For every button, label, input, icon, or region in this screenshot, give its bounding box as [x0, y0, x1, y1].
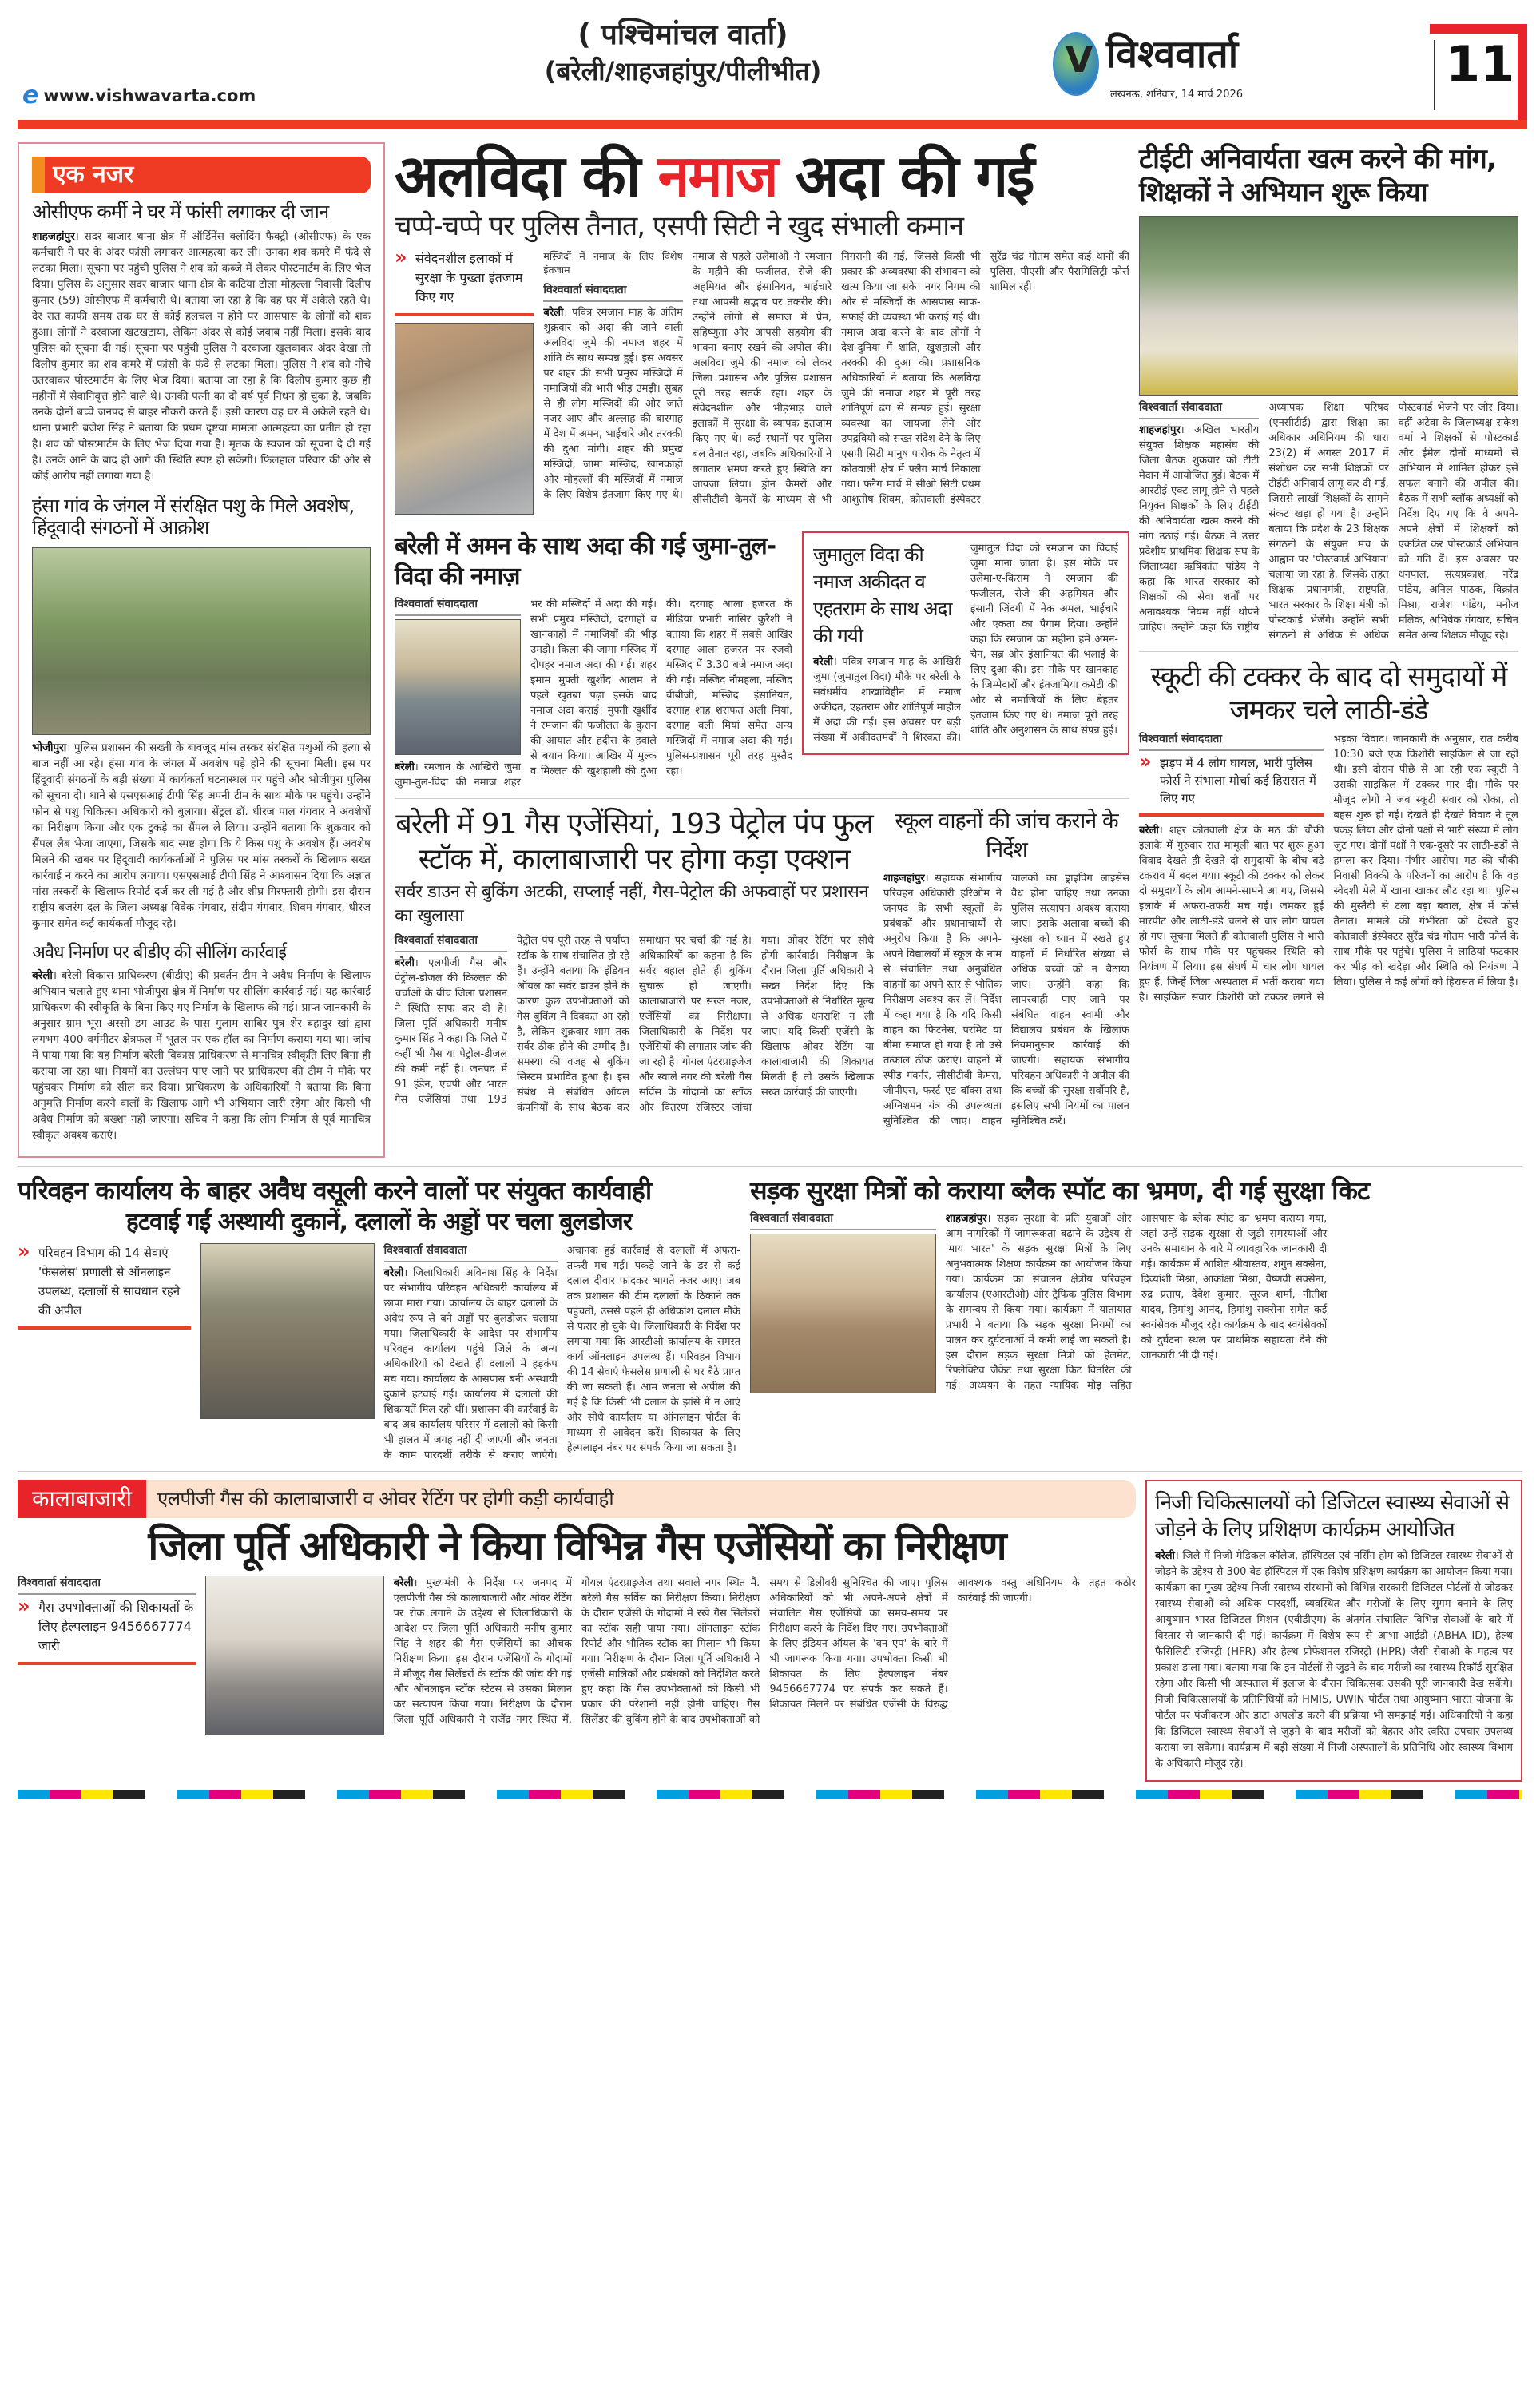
- aman-row: [395, 531, 1129, 790]
- police-flag-march-photo: [395, 323, 534, 515]
- brief-headline: हंसा गांव के जंगल में संरक्षित पशु के मिले अवशेष, हिंदूवादी संगठनों में आक्रोश: [32, 494, 355, 539]
- brief-headline: ओसीएफ कर्मी ने घर में फांसी लगाकर दी जान: [32, 201, 329, 223]
- jumatul-vida-box: जुमातुल विदा की नमाज अकीदत व एहतराम के साथ अदा की गयी बरेली। पवित्र रमजान माह के आखिरी जुमा (जुमातुल विदा) मौके पर बरेली के सर्वधर्मीय शाखाविहीन में नमाज अकीदत, एहतराम और शांतिपूर्ण माहौल में अदा की गई। इस अवसर पर बड़ी संख्या में अकीदतमंदों ने शिरकत की। जुमातुल विदा को रमजान का विदाई जुमा माना जाता है। इस मौके पर उलेमा-ए-किराम ने रमजान की फजीलत, रोजे की अहमियत और इंसानी जिंदगी में नेक अमल, भाईचारे और एकता का पैगाम दिया। उन्होंने कहा कि रमजान का महीना हमें अमन-चैन, सब्र और इंसानियत की भलाई के लिए दुआ की। इस मौके पर खानकाह के जिम्मेदारों और इंतजामिया कमेटी की ओर से नमाजियों के लिए बेहतर इंतजाम किए गए थे। नमाज पूरी तरह शांति और अनुशासन के साथ संपन्न हुई।: [802, 531, 1129, 755]
- brand-logo: [1053, 32, 1099, 96]
- scooty-body: विश्ववार्ता संवाददाता » झड़प में 4 लोग घायल, भारी पुलिस फोर्स ने संभाला मोर्चा कई हिरासत में लिए गए बरेली। शहर कोतवाली क्षेत्र के मठ की चौकी इलाके में गुरुवार रात मामूली बात पर शुरू हुआ विवाद देखते ही देखते दो समुदायों के बीच बड़े टकराव में बदल गया। स्कूटी की टक्कर को लेकर दो समुदायों के लोग आमने-सामने आ गए, जिससे इलाके में अफरा-तफरी मच गई। जमकर हुई मारपीट और लाठी-डंडे चलने से चार लोग घायल हो गए। सूचना मिलते ही कोतवाली पुलिस ने भारी फोर्स के साथ मौके पर पहुंचकर स्थिति को नियंत्रण में लिया। इस संघर्ष में चार लोग घायल हुए हैं, जिन्हें जिला अस्पताल में भर्ती कराया गया है। साइकिल सवार किशोरी को टक्कर लगने से भड़का विवाद। जानकारी के अनुसार, रात करीब 10:30 बजे एक किशोरी साइकिल से जा रही थी। इसी दौरान पीछे से आ रही एक स्कूटी ने उसकी साइकिल में टक्कर मार दी। मौके पर मौजूद लोगों ने जब स्कूटी सवार को रोका, तो बहस शुरू हो गई। देखते ही देखते विवाद ने तूल पकड़ लिया और दोनों पक्षों से भारी संख्या में लोग जुट गए। दोनों पक्षों ने एक-दूसरे पर लाठी-डंडों से हमला कर दिया। गंभीर आरोप। मठ की चौकी निवासी विक्की के परिजनों का आरोप है कि वह स्वेदशी मेले में खाना खाकर लौट रहा था। पुलिस की मुस्तैदी से टला बड़ा बवाल, क्षेत्र में फोर्स तैनात। मामले की गंभीरता को देखते हुए कोतवाली इंस्पेक्टर सुरेंद्र चंद्र गौतम भारी फोर्स के साथ मौके पर पहुंचे। पुलिस ने लाठियां फटकार कर भीड़ को खदेड़ा और स्थिति को नियंत्रण में लिया। पुलिस ने कई लोगों को हिरासत में लिया है।: [1139, 733, 1518, 1004]
- banner-text: एलपीजी गैस की कालाबाजारी व ओवर रेटिंग पर होगी कड़ी कार्यवाही: [157, 1488, 614, 1511]
- brief-body: बरेली। बरेली विकास प्राधिकरण (बीडीए) की प्रवर्तन टीम ने अवैध निर्माण के खिलाफ अभियान चलाते हुए थाना भोजीपुरा क्षेत्र में निर्माण पर सीलिंग कार्रवाई गई। यह कार्रवाई प्राधिकरण की स्वीकृति के बिना किए गए निर्माण के खिलाफ की गई। प्राप्त जानकारी के अनुसार ग्राम भूरा अस्सी डग आउट के पास गुलाम साबिर पुत्र शेर बहादुर खां द्वारा लगभग 400 वर्गमीटर क्षेत्रफल में भूतल पर एक हॉल का निर्माण कराया गया था। जांच में पाया गया कि यह निर्माण बरेली विकास प्राधिकरण से मानचित्र स्वीकृति लिए बिना ही कराया जा रहा था। नियमों का उल्लंघन पाए जाने पर प्राधिकरण की टीम ने मौके पर पहुंचकर निर्माण को सील कर दिया। प्राधिकरण के अधिकारियों ने बताया कि बिना अनुमति निर्माण करने वालों के खिलाफ आगे भी अभियान जारी रहेगा और किसी भी अवैध निर्माण को बख्शा नहीं जाएगा। सचिव ने कहा कि लोग निर्माण से पूर्व मानचित्र स्वीकृत अवश्य कराएं।: [32, 969, 371, 1143]
- brief-story: [32, 495, 371, 932]
- forest-remains-photo: [32, 547, 371, 735]
- double-chevron-icon: »: [18, 1595, 30, 1618]
- brief-story: [32, 201, 371, 484]
- lead-article: » संवेदनशील इलाकों में सुरक्षा के पुख्ता इंतजाम किए गए मस्जिदों में नमाज के लिए विशेष इंतजाम विश्ववार्ता संवाददाता बरेली। पवित्र रमजान माह के अंतिम शुक्रवार को अदा की जाने वाली अलविदा जुमे की नमाज शहर में शांति के साथ सम्पन्न हुई। इस अवसर पर शहर की सभी प्रमुख मस्जिदों में नमाजियों की भारी भीड़ उमड़ी। सुबह से ही लोग मस्जिदों की ओर जाते नजर आए और अल्लाह की बारगाह में देश में अमन, भाईचारे और तरक्की की दुआ मांगी। शहर की प्रमुख मस्जिदों, जामा मस्जिद, खानकाहों और मोहल्लों की मस्जिदों में नमाज के लिए विशेष इंतजाम किए गए थे। नमाज से पहले उलेमाओं ने रमजान के महीने की फजीलत, रोजे की अहमियत और इंसानियत, भाईचारे तथा आपसी सद्भाव पर तकरीर की। उन्होंने लोगों से समाज में प्रेम, सहिष्णुता और आपसी सहयोग की भावना बनाए रखने की अपील की। अलविदा जुमे की नमाज को लेकर जिला प्रशासन और पुलिस प्रशासन पूरी तरह सतर्क रहा। शहर के संवेदनशील और भीड़भाड़ वाले इलाकों में सुरक्षा के व्यापक इंतजाम किए गए थे। कई स्थानों पर पुलिस बल तैनात रहा, जबकि अधिकारियों ने लगातार भ्रमण करते हुए स्थिति का जायजा लिया। ड्रोन कैमरों और सीसीटीवी कैमरों के माध्यम से भी निगरानी की गई, जिससे किसी भी प्रकार की अव्यवस्था की संभावना को खत्म किया जा सके। नगर निगम की ओर से मस्जिदों के आसपास साफ-सफाई की व्यवस्था भी कराई गई थी। नमाज अदा करने के बाद लोगों ने देश-दुनिया में शांति, खुशहाली और तरक्की की दुआ की। प्रशासनिक अधिकारियों ने बताया कि अलविदा जुमे की नमाज शहर में पूरी तरह शांतिपूर्ण ढंग से सम्पन्न हुई। सुरक्षा व्यवस्था का जायजा लेने और उपद्रवियों को सख्त संदेश देने के लिए एसपी सिटी मानुष पारीक के नेतृत्व में कोतवाली क्षेत्र में फ्लैग मार्च निकाला गया। फ्लैग मार्च में सीओ सिटी प्रथम आशुतोष शिवम, कोतवाली इंस्पेक्टर सुरेंद्र चंद्र गौतम समेत कई थानों की पुलिस, पीएसी और पैरामिलिट्री फोर्स शामिल रही।: [395, 249, 1129, 515]
- bottom-band: [18, 1480, 1522, 1782]
- health-headline: निजी चिकित्सालयों को डिजिटल स्वास्थ्य सेवाओं से जोड़ने के लिए प्रशिक्षण कार्यक्रम आयोजित: [1155, 1491, 1509, 1543]
- ek-nazar-box: [18, 142, 385, 1158]
- gas-headline: बरेली में 91 गैस एजेंसियां, 193 पेट्रोल पंप फुल स्टॉक में, कालाबाजारी पर होगा कड़ा एक्शन: [395, 808, 873, 876]
- health-body: बरेली। जिले में निजी मेडिकल कॉलेज, हॉस्पिटल एवं नर्सिंग होम को डिजिटल स्वास्थ्य सेवाओं से जोड़ने के उद्देश्य से 300 बेड हॉस्पिटल में एक विशेष प्रशिक्षण कार्यक्रम का आयोजन किया गया। कार्यक्रम का मुख्य उद्देश्य निजी स्वास्थ्य संस्थानों को विभिन्न सरकारी डिजिटल पोर्टलों से जोड़कर स्वास्थ्य सेवाओं को अधिक पारदर्शी, व्यवस्थित और मरीजों के लिए सुगम बनाने के लिए आयुष्मान भारत डिजिटल मिशन (एबीडीएम) के अंतर्गत संचालित विभिन्न सेवाओं के बारे में विस्तार से जानकारी दी गई। कार्यक्रम में विशेष रूप से आभा आईडी (ABHA ID), हेल्थ फैसिलिटी रजिस्ट्री (HFR) और हेल्थ प्रोफेशनल रजिस्ट्री (HPR) जैसी सेवाओं के महत्व पर प्रकाश डाला गया। बताया गया कि इन पोर्टलों से जुड़ने के बाद मरीजों का स्वास्थ्य रिकॉर्ड सुरक्षित रहेगा और किसी भी अस्पताल में इलाज के दौरान चिकित्सक उसकी पूरी जानकारी देख सकेंगे। निजी चिकित्सालयों के प्रतिनिधियों को HMIS, UWIN पोर्टल तथा आयुष्मान भारत योजना के पोर्टल पर पंजीकरण और डाटा अपलोड करने की प्रक्रिया भी समझाई गई। अधिकारियों ने कहा कि डिजिटल स्वास्थ्य सेवाओं से जुड़ने के बाद मरीजों को बेहतर और त्वरित उपचार उपलब्ध कराया जा सकेगा। कार्यक्रम में बड़ी संख्या में निजी अस्पतालों के प्रतिनिधि और स्वास्थ्य विभाग के अधिकारी मौजूद रहे।: [1155, 1550, 1513, 1771]
- double-chevron-icon: »: [18, 1240, 30, 1263]
- school-article: [883, 807, 1129, 1129]
- banner-label: कालाबाजारी: [18, 1480, 146, 1518]
- officials-inspection-photo: [200, 1243, 374, 1419]
- divider: [395, 798, 1129, 799]
- right-column: [1139, 142, 1518, 1005]
- health-box: [1145, 1480, 1522, 1782]
- middle-column: [395, 142, 1129, 1129]
- brief-body: भोजीपुरा। पुलिस प्रशासन की सख्ती के बावजूद मांस तस्कर संरक्षित पशुओं की हत्या से बाज नहीं आ रहे। हंसा गांव के जंगल में अवशेष पड़े होने की सूचना मिली। इस पर हिंदूवादी संगठनों के बड़ी संख्या में कार्यकर्ता घटनास्थल पर पहुंचे और भोजीपुरा पुलिस को सूचना दी। थाने से एसएसआई टीपी सिंह अपनी टीम के साथ मौके पर पहुंचे। उन्होंने फोन से पशु चिकित्सा अधिकारी को बुलाया। सेंट्रल डॉ. धीरज पाल गंगवार ने अवशेषों का निरीक्षण किया और एक टुकड़े का सैंपल ले लिया। उन्होंने बताया कि शुक्रवार को सैंपल लैब भेजा जाएगा, जिसके बाद स्पष्ट होगा कि ये किस पशु के अवशेष हैं। अवशेष मिलने की खबर पर हिंदूवादी कार्यकर्ताओं ने पुलिस पर मांस तस्करों के खिलाफ सख्त कार्रवाई न करने का आरोप लगाया। एसएसआई टीपी सिंह ने आश्वासन दिया कि अज्ञात मांस तस्करों के खिलाफ रिपोर्ट दर्ज कर ली गई है और शीघ्र गिरफ्तारी होगी। इस दौरान राष्ट्रीय बजरंग दल के जिला अध्यक्ष विवेक गंगवार, संदीप गंगवार, शिवम गंगवार, धीरज कुमार समेत कई कार्यकर्ता मौजूद रहे।: [32, 741, 371, 930]
- header-rule: [18, 120, 1527, 129]
- parivahan-headline: परिवहन कार्यालय के बाहर अवैध वसूली करने वालों पर संयुक्त कार्यवाही: [18, 1175, 652, 1206]
- divider: [1139, 651, 1518, 652]
- aman-body: विश्ववार्ता संवाददाता बरेली। रमजान के आखिरी जुमा जुमा-तुल-विदा की नमाज शहर भर की मस्जिदों में अदा की गई। सभी प्रमुख मस्जिदों, दरगाहों व खानकाहों में नमाजियों की भीड़ उमड़ी। किला की जामा मस्जिद में दोपहर नमाज अदा की गई। शहर इमाम मुफ्ती खुर्शीद आलम ने पहले खुतबा पढ़ा इसके बाद नमाज अदा कराई। मुफ्ती खुर्शीद ने रमजान की फजीलत के कुरान की आयात और हदीस के हवाले से बयान किया। आखिर में मुल्क व मिल्लत की खुशहाली की दुआ की। दरगाह आला हजरत के मीडिया प्रभारी नासिर कुरैशी ने बताया कि शहर में सबसे आखिर दरगाह आला हजरत पर रजवी मस्जिद में 3.30 बजे नमाज अदा की गई। मस्जिद नौमहला, मस्जिद बीबीजी, मस्जिद इंसानियत, दरगाह शाह शराफत अली मियां, दरगाह वली मियां समेत अन्य मस्जिदों में नमाज अदा की गई। पुलिस-प्रशासन पूरी तरह मुस्तैद रहा।: [395, 598, 792, 789]
- parivahan-subhead: हटवाई गईं अस्थायी दुकानें, दलालों के अड्डों पर चला बुलडोजर: [125, 1208, 633, 1237]
- scooty-kicker: » झड़प में 4 लोग घायल, भारी पुलिस फोर्स ने संभाला मोर्चा कई हिरासत में लिए गए: [1139, 754, 1324, 817]
- school-body: शाहजहांपुर। सहायक संभागीय परिवहन अधिकारी हरिओम ने जनपद के सभी स्कूलों के प्रबंधकों और प्रधानाचार्यों से अनुरोध किया है कि अपने-अपने विद्यालयों में स्कूल के नाम से संचालित तथा अनुबंधित वाहनों का अपने स्तर से भौतिक निरीक्षण अवश्य कर लें। निर्देश में कहा गया है कि यदि किसी वाहन का फिटनेस, परमिट या बीमा समाप्त हो गया है तो उसे तत्काल ठीक कराएं। वाहनों में स्पीड गवर्नर, सीसीटीवी कैमरा, जीपीएस, फर्स्ट एड बॉक्स तथा अग्निशमन यंत्र की उपलब्धता सुनिश्चित की जाए। वाहन चालकों का ड्राइविंग लाइसेंस वैध होना चाहिए तथा उनका पुलिस सत्यापन अवश्य कराया जाए। इसके अलावा बच्चों की सुरक्षा को ध्यान में रखते हुए वाहनों में निर्धारित संख्या से अधिक बच्चों को न बैठाया जाए। उन्होंने कहा कि लापरवाही पाए जाने पर संबंधित वाहन स्वामी और विद्यालय प्रबंधन के खिलाफ नियमानुसार कार्रवाई की जाएगी। सहायक संभागीय परिवहन अधिकारी ने अपील की कि बच्चों की सुरक्षा सर्वोपरि है, इसलिए सभी नियमों का पालन सुनिश्चित करें।: [883, 873, 1129, 1127]
- school-headline: स्कूल वाहनों की जांच कराने के निर्देश: [895, 809, 1118, 862]
- gas-agency-inspection-photo: [205, 1576, 383, 1735]
- v-logo-icon: V: [1066, 40, 1093, 81]
- road-article: [750, 1175, 1522, 1393]
- page-number-divider: [1434, 40, 1435, 110]
- parivahan-article: [18, 1175, 740, 1463]
- brief-story: [32, 943, 371, 1143]
- teachers-protest-photo: [1139, 216, 1518, 396]
- section-label: एक नजर: [32, 157, 371, 193]
- lead-subhead: चप्पे-चप्पे पर पुलिस तैनात, एसपी सिटी ने खुद संभाली कमान: [395, 210, 963, 242]
- masthead: [18, 0, 1522, 129]
- edition-title: ( पश्चिमांचल वार्ता): [578, 18, 788, 51]
- road-body: विश्ववार्ता संवाददाता शाहजहांपुर। सड़क सुरक्षा के प्रति युवाओं और आम नागरिकों में जागरूकता बढ़ाने के उद्देश्य से 'माय भारत' के सड़क सुरक्षा मित्रों के लिए अनुभवात्मक शिक्षण कार्यक्रम का आयोजन किया गया। कार्यक्रम का संचालन क्षेत्रीय परिवहन कार्यालय (एआरटीओ) और ट्रैफिक पुलिस विभाग के समन्वय से किया गया। कार्यक्रम में यातायात प्रभारी ने बताया कि सड़क सुरक्षा नियमों का पालन कर दुर्घटनाओं में कमी लाई जा सकती है। इस दौरान सड़क सुरक्षा मित्रों को हेलमेट, रिफ्लेक्टिव जैकेट तथा सुरक्षा किट वितरित की गई। अध्ययन के तहत न्यायिक मोड़ सहित आसपास के ब्लैक स्पॉट का भ्रमण कराया गया, जहां उन्हें सड़क सुरक्षा से जुड़ी समस्याओं और उनके समाधान के बारे में व्यावहारिक जानकारी दी गई। कार्यक्रम में आशित श्रीवास्तव, शगुन सक्सेना, दिव्यांशी मिश्रा, आकांक्षा मिश्रा, वैष्णवी सक्सेना, रुद्र प्रताप, देवेश कुमार, सूरज शर्मा, नीतीश यादव, हिमांशु आनंद, हिमांशु सक्सेना समेत कई स्वयंसेवक मौजूद रहे। कार्यक्रम के बाद स्वयंसेवकों को दुर्घटना स्थल पर प्राथमिक सहायता देने की जानकारी भी दी गई।: [750, 1212, 1328, 1393]
- edition-cities: (बरेली/शाहजहांपुर/पीलीभीत): [544, 56, 822, 86]
- website-url[interactable]: e www.vishwavarta.com: [22, 81, 256, 109]
- print-registration-strip: [18, 1790, 1522, 1799]
- brief-body: शाहजहांपुर। सदर बाजार थाना क्षेत्र में ऑर्डिनेंस क्लोदिंग फैक्ट्री (ओसीएफ) के एक कर्मचारी ने घर के अंदर फांसी लगाकर आत्महत्या कर ली। उनका शव कमरे में फंदे से लटका मिला। सूचना पर पहुंची पुलिस ने शव को कब्जे में लेकर पोस्टमार्टम के लिए भेज दिया। पुलिस के अनुसार सदर बाजार थाना क्षेत्र के कटिया टोला मोहल्ला निवासी दिलीप कुमार (59) ओसीएफ में कर्मचारी थे। बताया जा रहा है कि वह घर में अकेले रहते थे। देर रात काफी समय तक घर से कोई हलचल न होने पर आसपास के लोगों को शक हुआ। लोगों ने दरवाजा खटखटाया, लेकिन अंदर से कोई जवाब नहीं मिला। इसके बाद पुलिस को सूचना दी गई। सूचना पर पहुंची पुलिस ने दरवाजा खुलवाकर अंदर देखा तो दिलीप कुमार का शव कमरे में फांसी के फंदे से लटका मिला। पुलिस ने शव को नीचे उतरवाकर पोस्टमार्टम के लिए भेज दिया। बताया जा रहा है कि दिलीप कुमार कुछ ही महीनों में सेवानिवृत्त होने वाले थे। उनकी पत्नी का दो वर्ष पूर्व निधन हो चुका है, जबकि उनके दोनों बच्चे जनपद से बाहर नौकरी करते हैं। इसी कारण वह घर में अकेले रहते थे। थाना प्रभारी ब्रजेश सिंह ने बताया कि प्रथम दृष्टया मामला आत्महत्या का प्रतीत हो रहा है। शव को पोस्टमार्टम के लिए भेज दिया गया है। मृतक के स्वजन को सूचना दे दी गई है। उनके आने के बाद ही आगे की स्थिति स्पष्ट हो सकेगी। फिलहाल परिवार की ओर से कोई आरोप नहीं लगाया गया है।: [32, 229, 371, 483]
- parivahan-kicker: » परिवहन विभाग की 14 सेवाएं 'फेसलेस' प्रणाली से ऑनलाइन उपलब्ध, दलालों से सावधान रहने की अपील: [18, 1243, 191, 1330]
- lead-headline: अलविदा की नमाज अदा की गई: [395, 142, 1034, 209]
- newspaper-page: [18, 0, 1522, 1807]
- top-band: [18, 142, 1522, 1158]
- tet-body: विश्ववार्ता संवाददाता शाहजहांपुर। अखिल भारतीय संयुक्त शिक्षक महासंघ की जिला बैठक शुक्रवार को टीटी मैदान में आयोजित हुई। बैठक में आरटीई एक्ट लागू होने से पहले नियुक्त शिक्षकों के लिए टीईटी की अनिवार्यता खत्म करने की मांग उठाई गई। बैठक में उत्तर प्रदेशीय प्राथमिक शिक्षक संघ के जिलाध्यक्ष ऋषिकांत पांडेय ने कहा कि भारत सरकार को शिक्षकों की सेवा शर्तों पर अनावश्यक नियम नहीं थोपने चाहिए। उन्होंने कहा कि राष्ट्रीय अध्यापक शिक्षा परिषद (एनसीटीई) द्वारा शिक्षा का अधिकार अधिनियम की धारा 23(2) में अगस्त 2017 में संशोधन कर सभी शिक्षकों पर टीईटी अनिवार्य लागू कर दी गई, जिससे लाखों शिक्षकों के सामने संकट खड़ा हो गया है। उन्होंने बताया कि प्रदेश के 23 शिक्षक संगठनों के संयुक्त मंच के आह्वान पर 'पोस्टकार्ड अभियान' चलाया जा रहा है, जिसके तहत शिक्षक प्रधानमंत्री, राष्ट्रपति, भारत सरकार के शिक्षा मंत्री को पोस्टकार्ड भेजेंगे। उन्होंने सभी संगठनों से अधिक से अधिक पोस्टकार्ड भेजने पर जोर दिया। वहीं अटेवा के जिलाध्यक्ष राकेश वर्मा ने शिक्षकों से पोस्टकार्ड और ईमेल दोनों माध्यमों से अभियान में शामिल होकर इसे सफल बनाने की अपील की। बैठक में सभी ब्लॉक अध्यक्षों को निर्देश दिए गए कि वे अपने-अपने क्षेत्रों में शिक्षकों को एकत्रित कर पोस्टकार्ड अभियान को गति दें। इस अवसर पर धनपाल, सत्यप्रकाश, नरेंद्र पांडेय, अनिल पाठक, विक्रांत मिश्रा, राजेश पांडेय, मनोज मलिक, अभिषेक गंगवार, सचिन समेत अन्य शिक्षक मौजूद रहे।: [1139, 401, 1518, 642]
- brand-name: विश्ववार्ता: [1106, 32, 1239, 77]
- middle-band: [18, 1175, 1522, 1463]
- supply-body: विश्ववार्ता संवाददाता » गैस उपभोक्ताओं की शिकायतों के लिए हेल्पलाइन 9456667774 जारी बरेली। मुख्यमंत्री के निर्देश पर जनपद में एलपीजी गैस की कालाबाजारी और ओवर रेटिंग पर रोक लगाने के उद्देश्य से जिलाधिकारी के आदेश पर जिला पूर्ति अधिकारी मनीष कुमार सिंह ने शहर की गैस एजेंसियों का औचक निरीक्षण किया। इस दौरान एजेंसियों के गोदामों में मौजूद गैस सिलेंडरों के स्टॉक की जांच की गई और ऑनलाइन स्टॉक स्टेटस से उसका मिलान कर सत्यापन किया गया। निरीक्षण के दौरान जिला पूर्ति अधिकारी ने राजेंद्र नगर स्थित मैं. गोयल एंटरप्राइजेज तथा सवाले नगर स्थित मैं. बरेली गैस सर्विस का निरीक्षण किया। निरीक्षण के दौरान एजेंसी के गोदामों में रखे गैस सिलेंडरों का स्टॉक सही पाया गया। ऑनलाइन स्टॉक रिपोर्ट और भौतिक स्टॉक का मिलान भी किया गया। निरीक्षण के दौरान जिला पूर्ति अधिकारी ने एजेंसी मालिकों और प्रबंधकों को निर्देशित करते हुए कहा कि गैस उपभोक्ताओं को किसी भी प्रकार की परेशानी नहीं होनी चाहिए। गैस सिलेंडर की बुकिंग होने के बाद उपभोक्ताओं को समय से डिलीवरी सुनिश्चित की जाए। पुलिस अधिकारियों को भी अपने-अपने क्षेत्रों में संचालित गैस एजेंसियों का समय-समय पर निरीक्षण करने के निर्देश दिए गए। उपभोक्ताओं के लिए इंडियन ऑयल के 'वन एप' के बारे में भी जागरूक किया गया। उपभोक्ता किसी भी शिकायत के लिए हेल्पलाइन नंबर 9456667774 पर संपर्क कर सकते हैं। शिकायत मिलने पर संबंधित एजेंसी के विरुद्ध आवश्यक वस्तु अधिनियम के तहत कठोर कार्रवाई की जाएगी।: [18, 1576, 1136, 1735]
- helpline-kicker: » गैस उपभोक्ताओं की शिकायतों के लिए हेल्पलाइन 9456667774 जारी: [18, 1598, 196, 1665]
- dateline: लखनऊ, शनिवार, 14 मार्च 2026: [1110, 89, 1244, 101]
- mosque-namaz-photo: [395, 619, 521, 755]
- photo-caption: मस्जिदों में नमाज के लिए विशेष इंतजाम: [543, 250, 683, 276]
- gas-body: विश्ववार्ता संवाददाता बरेली। एलपीजी गैस और पेट्रोल-डीजल की किल्लत की चर्चाओं के बीच जिला प्रशासन ने स्थिति साफ कर दी है। जिला पूर्ति अधिकारी मनीष कुमार सिंह ने कहा कि जिले में कहीं भी गैस या पेट्रोल-डीजल की कमी नहीं है। जनपद में 91 इंडेन, एचपी और भारत गैस एजेंसियां तथा 193 पेट्रोल पंप पूरी तरह से पर्याप्त स्टॉक के साथ संचालित हो रहे हैं। उन्होंने बताया कि इंडियन ऑयल का सर्वर डाउन होने के कारण कुछ उपभोक्ताओं को गैस बुकिंग में दिक्कत आ रही है, लेकिन शुक्रवार शाम तक सर्वर ठीक होने की उम्मीद है। समस्या की वजह से बुकिंग सिस्टम प्रभावित हुआ है। इस संबंध में संबंधित ऑयल कंपनियों के साथ बैठक कर समाधान पर चर्चा की गई है। अधिकारियों का कहना है कि सर्वर बहाल होते ही बुकिंग सुचारू हो जाएगी। कालाबाजारी पर सख्त नजर, एजेंसियों का निरीक्षण। जिलाधिकारी के निर्देश पर एजेंसियों की लगातार जांच की जा रही है। गोयल एंटरप्राइजेज और स्वाले नगर की बरेली गैस सर्विस के गोदामों का स्टॉक और वितरण रजिस्टर जांचा गया। ओवर रेटिंग पर सीधे होगी कार्रवाई। निरीक्षण के दौरान जिला पूर्ति अधिकारी ने सख्त निर्देश दिए कि उपभोक्ताओं से निर्धारित मूल्य से अधिक धनराशि न ली जाए। यदि किसी एजेंसी के खिलाफ ओवर रेटिंग या कालाबाजारी की शिकायत मिलती है तो उसके खिलाफ सख्त कार्रवाई की जाएगी।: [395, 934, 874, 1114]
- header-corner: [1430, 24, 1527, 34]
- kalabazari-banner: [18, 1480, 1136, 1518]
- double-chevron-icon: »: [1139, 750, 1152, 773]
- road-safety-kit-photo: [750, 1234, 936, 1393]
- parivahan-body: » परिवहन विभाग की 14 सेवाएं 'फेसलेस' प्रणाली से ऑनलाइन उपलब्ध, दलालों से सावधान रहने की अपील विश्ववार्ता संवाददाता बरेली। जिलाधिकारी अविनाश सिंह के निर्देश पर संभागीय परिवहन अधिकारी कार्यालय में छापा मारा गया। कार्यालय के बाहर दलालों के अवैध रूप से बने अड्डों पर बुलडोजर चलाया गया। जिलाधिकारी के आदेश पर संभागीय परिवहन कार्यालय पहुंचे जिले के अन्य अधिकारियों को देखते ही दलालों में हड़कंप मच गया। कार्यालय के आसपास बनी अस्थायी दुकानें हटवाई गईं। कार्यालय में दलालों की शिकायतें मिल रही थीं। प्रशासन की कार्रवाई के बाद अब कार्यालय परिसर में दलालों को किसी भी हालत में जगह नहीं दी जाएगी और जनता के काम पारदर्शी तरीके से कराए जाएंगे। अचानक हुई कार्रवाई से दलालों में अफरा-तफरी मच गई। पकड़े जाने के डर से कई दलाल दीवार फांदकर भागते नजर आए। जब तक प्रशासन की टीम दलालों के ठिकाने तक पहुंचती, उससे पहले ही अधिकांश दलाल मौके से फरार हो चुके थे। जिलाधिकारी के निर्देश पर लगाया गया कि आरटीओ कार्यालय के समस्त कार्य ऑनलाइन उपलब्ध हैं। परिवहन विभाग की 14 सेवाएं फेसलेस प्रणाली से घर बैठे प्राप्त की जा सकती हैं। आम जनता से अपील की गई है कि किसी भी दलाल के झांसे में न आएं और सीधे कार्यालय या ऑनलाइन पोर्टल के माध्यम से आवेदन करें। शिकायत के लिए हेल्पलाइन नंबर पर संपर्क किया जा सकता है।: [18, 1240, 740, 1462]
- aman-article: [395, 531, 792, 790]
- brief-headline: अवैध निर्माण पर बीडीए की सीलिंग कार्रवाई: [32, 942, 287, 963]
- header-right-edge: [1518, 24, 1527, 129]
- supply-headline: जिला पूर्ति अधिकारी ने किया विभिन्न गैस एजेंसियों का निरीक्षण: [148, 1523, 1006, 1570]
- tet-headline: टीईटी अनिवार्यता खत्म करने की मांग, शिक्षकों ने अभियान शुरू किया: [1139, 143, 1496, 209]
- scooty-headline: स्कूटी की टक्कर के बाद दो समुदायों में जमकर चले लाठी-डंडे: [1150, 661, 1507, 726]
- aman-headline: बरेली में अमन के साथ अदा की गई जुमा-तुल-विदा की नमाज़: [395, 532, 776, 590]
- gas-row: [395, 807, 1129, 1129]
- browser-e-icon: e: [22, 81, 39, 109]
- gas-subhead: सर्वर डाउन से बुकिंग अटकी, सप्लाई नहीं, गैस-पेट्रोल की अफवाहों पर प्रशासन का खुलासा: [395, 882, 869, 926]
- lead-kicker: » संवेदनशील इलाकों में सुरक्षा के पुख्ता इंतजाम किए गए: [395, 249, 534, 316]
- section-divider: [18, 1166, 1522, 1167]
- road-headline: सड़क सुरक्षा मित्रों को कराया ब्लैक स्पॉट का भ्रमण, दी गई सुरक्षा किट: [750, 1175, 1370, 1206]
- gas-article: [395, 807, 874, 1115]
- box-headline: जुमातुल विदा की नमाज अकीदत व एहतराम के साथ अदा की गयी: [813, 543, 952, 647]
- section-divider: [18, 1471, 1522, 1472]
- edition-title-block: [495, 18, 871, 89]
- double-chevron-icon: »: [395, 246, 407, 268]
- page-number: 11: [1446, 35, 1515, 93]
- supply-article: [18, 1480, 1136, 1735]
